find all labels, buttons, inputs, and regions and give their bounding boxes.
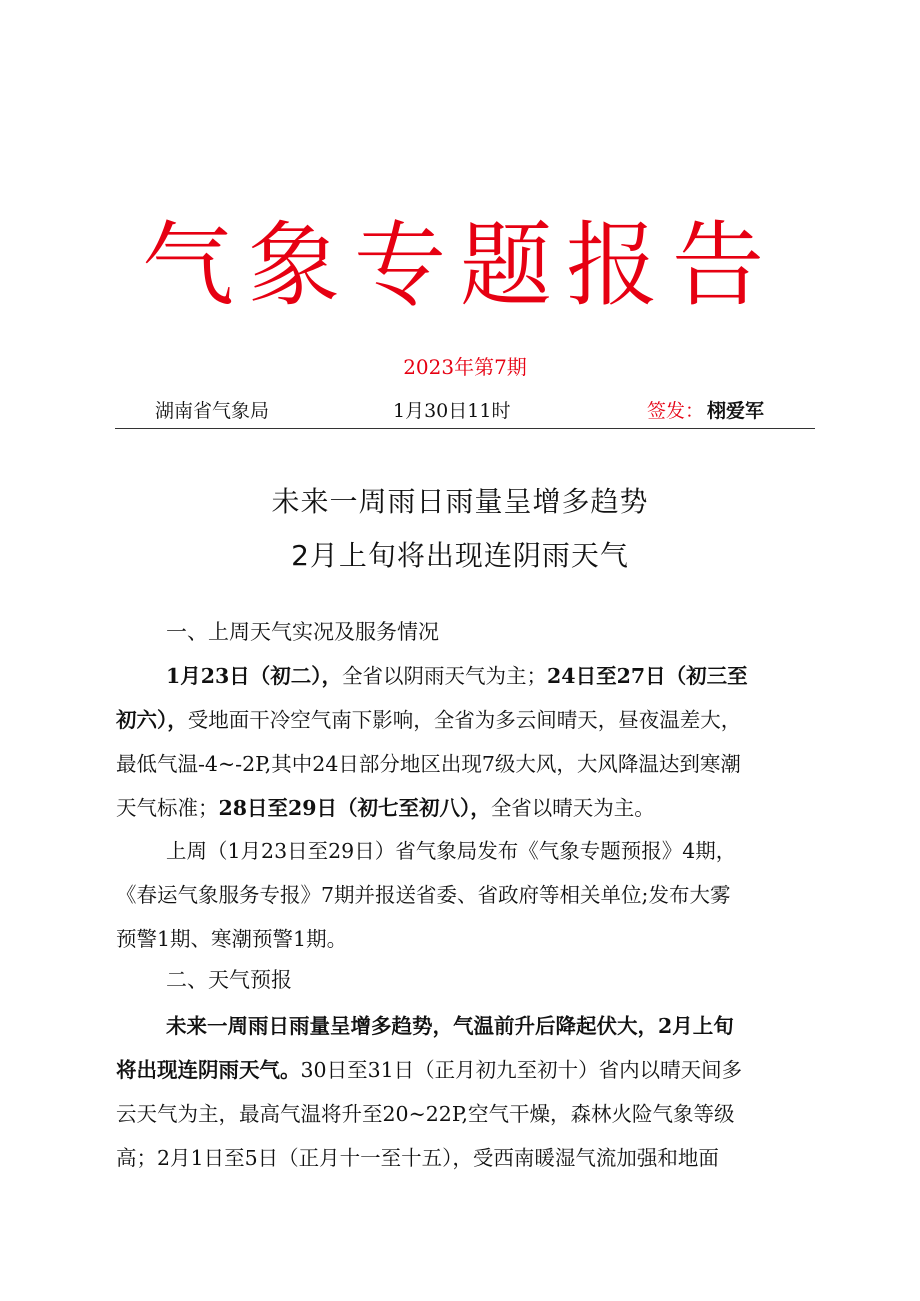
headline-line-1: 未来一周雨日雨量呈增多趋势: [271, 485, 649, 518]
paragraph-line: [116, 698, 816, 742]
text-run: 将出现连阴雨天气。: [116, 1058, 301, 1082]
paragraph-line: 未来一周雨日雨量呈增多趋势，气温前升后降起伏大，2月上旬: [166, 1014, 734, 1038]
text-run: 全省以晴天为主。: [490, 796, 655, 820]
section-1-paragraph-2: [116, 829, 816, 961]
signer-label: 签发：: [647, 400, 705, 422]
headline-line-2: 2月上旬将出现连阴雨天气: [291, 539, 629, 572]
report-masthead-title: 气象专题报告: [141, 212, 778, 319]
text-run: 1月23日（初二），: [166, 664, 343, 688]
paragraph-line: [116, 1048, 816, 1092]
section-2-heading: 二、天气预报: [166, 968, 292, 992]
text-run: 天气标准；: [116, 796, 219, 820]
section-1-heading: 一、上周天气实况及服务情况: [166, 620, 439, 644]
paragraph-line: 《春运气象服务专报》7期并报送省委、省政府等相关单位;发布大雾: [116, 883, 731, 907]
section-2-paragraph-1: [116, 1004, 816, 1180]
issue-number: 2023年第7期: [403, 355, 527, 379]
paragraph-line: [116, 654, 816, 698]
text-run: 28日至29日（初七至初八），: [218, 796, 491, 820]
meta-row: [115, 396, 815, 426]
text-run: 24日至27日（初三至: [547, 664, 748, 688]
paragraph-line: 高；2月1日至5日（正月十一至十五），受西南暖湿气流加强和地面: [116, 1146, 719, 1170]
section-1-paragraph-1: [116, 654, 816, 830]
paragraph-line: 上周（1月23日至29日）省气象局发布《气象专题预报》4期，: [166, 839, 737, 863]
paragraph-line: 云天气为主，最高气温将升至20~22P,空气干燥，森林火险气象等级: [116, 1102, 735, 1126]
issuing-organization: 湖南省气象局: [155, 400, 270, 422]
text-run: 全省以阴雨天气为主；: [342, 664, 548, 688]
paragraph-line: 预警1期、寒潮预警1期。: [116, 927, 348, 951]
signer-name: 栩爱军: [707, 400, 765, 422]
text-run: 30日至31日（正月初九至初十）省内以晴天间多: [300, 1058, 743, 1082]
paragraph-line: 最低气温-4~-2P,其中24日部分地区出现7级大风，大风降温达到寒潮: [116, 752, 741, 776]
text-run: 初六），: [116, 708, 188, 732]
issue-datetime: 1月30日11时: [393, 400, 511, 422]
paragraph-line: [116, 786, 816, 830]
header-divider: [115, 428, 815, 429]
text-run: 受地面干冷空气南下影响，全省为多云间晴天，昼夜温差大，: [187, 708, 742, 732]
